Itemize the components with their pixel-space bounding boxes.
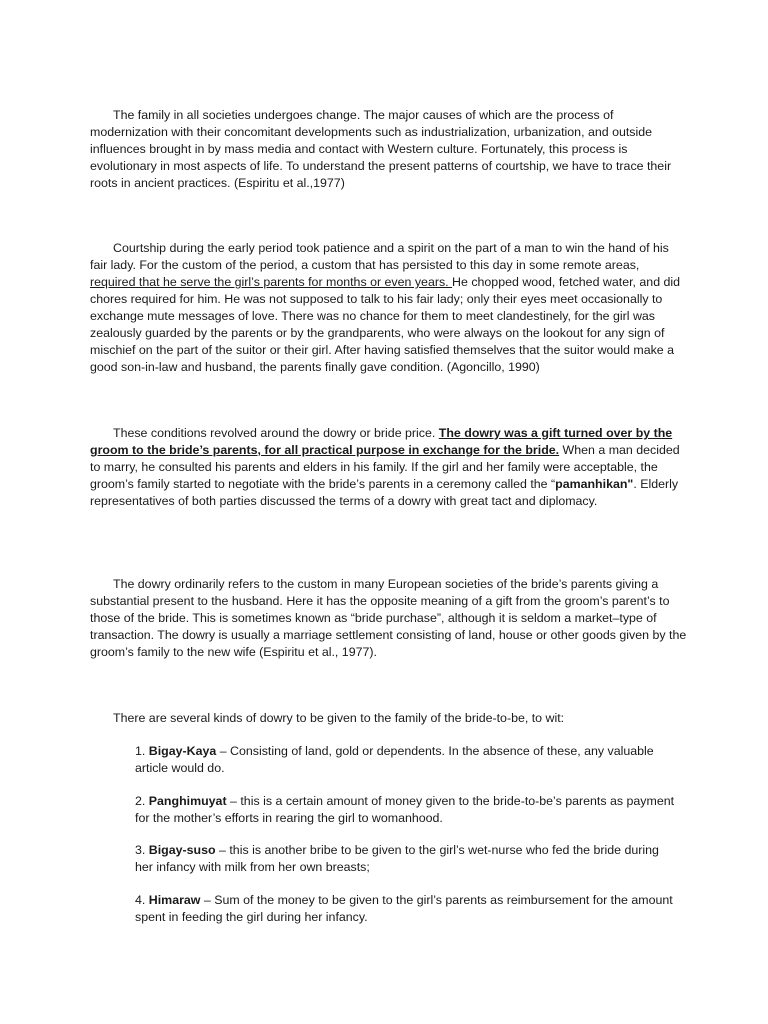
list-description: – Sum of the money to be given to the girl’s parents as reimbursement for the amount spent in feeding the girl during her infancy. — [135, 893, 673, 924]
list-term: Himaraw — [148, 893, 201, 907]
list-item — [135, 892, 675, 926]
paragraph-text: Courtship during the early period took patience and a spirit on the part of a man to win the hand of his fair lady. For the custom of the period, a custom that has persisted to this day in some remote areas, — [90, 241, 669, 272]
list-description: – Consisting of land, gold or dependents. In the absence of these, any valuable article would do. — [135, 744, 654, 775]
paragraph-text: There are several kinds of dowry to be given to the family of the bride-to-be, to wit: — [113, 711, 565, 725]
paragraph-text: The dowry ordinarily refers to the custom in many European societies of the bride’s parents giving a substantial present to the husband. Here it has the opposite meaning of a gift from the groom’s parent’s to those of the bride. This is sometimes known as “bride purchase”, although it is seldom a market–type of transaction. The dowry is usually a marriage settlement consisting of land, house or other goods given by the groom’s family to the new wife (Espiritu et al., 1977). — [90, 577, 687, 659]
paragraph-text: The family in all societies undergoes change. The major causes of which are the process of modernization with their concomitant developments such as industrialization, urbanization, and outside influences brought in by mass media and contact with Western culture. Fortunately, this process is evolutionary in most aspects of life. To understand the present patterns of courtship, we have to trace their roots in ancient practices. (Espiritu et al.,1977) — [90, 108, 672, 190]
underlined-text: required that he serve the girl’s parents for months or even years. — [90, 275, 453, 289]
list-description: – this is a certain amount of money given to the bride-to-be’s parents as payment for the mother’s efforts in rearing the girl to womanhood. — [135, 794, 675, 825]
paragraph-dowry-meaning — [90, 576, 688, 661]
paragraph-dowry-kinds-intro — [113, 710, 711, 727]
paragraph-text: . Elderly representatives of both parties discussed the terms of a dowry with great tact and diplomacy. — [90, 477, 679, 508]
paragraph-text: When a man decided to marry, he consulted his parents and elders in his family. If the girl and her family were acceptable, the groom’s family started to negotiate with the bride’s parents in a ceremony called the “ — [90, 443, 680, 491]
paragraph-text: These conditions revolved around the dowry or bride price. — [113, 426, 439, 440]
list-description: – this is another bribe to be given to the girl’s wet-nurse who fed the bride during her infancy with milk from her own breasts; — [135, 843, 659, 874]
list-item — [135, 793, 675, 827]
list-item — [135, 842, 675, 876]
list-term: Bigay-suso — [148, 843, 216, 857]
bold-underlined-text: The dowry was a gift turned over by the groom to the bride’s parents, for all practical purpose in exchange for the bride. — [90, 426, 673, 457]
list-term: Panghimuyat — [148, 794, 227, 808]
paragraph-text: He chopped wood, fetched water, and did chores required for him. He was not supposed to talk to his fair lady; only their eyes meet occasionally to exchange mute messages of love. There was no chance for them to meet clandestinely, for the girl was zealously guarded by the parents or by the grandparents, who were always on the lookout for any sign of mischief on the part of the suitor or their girl. After having satisfied themselves that the suitor would make a good son-in-law and husband, the parents finally gave condition. (Agoncillo, 1990) — [90, 275, 681, 374]
list-number: 1. — [135, 744, 149, 758]
paragraph-family-change — [90, 107, 688, 192]
paragraph-dowry-conditions — [90, 425, 688, 510]
list-number: 4. — [135, 893, 149, 907]
paragraph-courtship — [90, 240, 688, 376]
list-term: Bigay-Kaya — [148, 744, 217, 758]
list-number: 2. — [135, 794, 149, 808]
list-item — [135, 743, 675, 777]
bold-term: pamanhikan" — [555, 477, 634, 491]
list-number: 3. — [135, 843, 149, 857]
